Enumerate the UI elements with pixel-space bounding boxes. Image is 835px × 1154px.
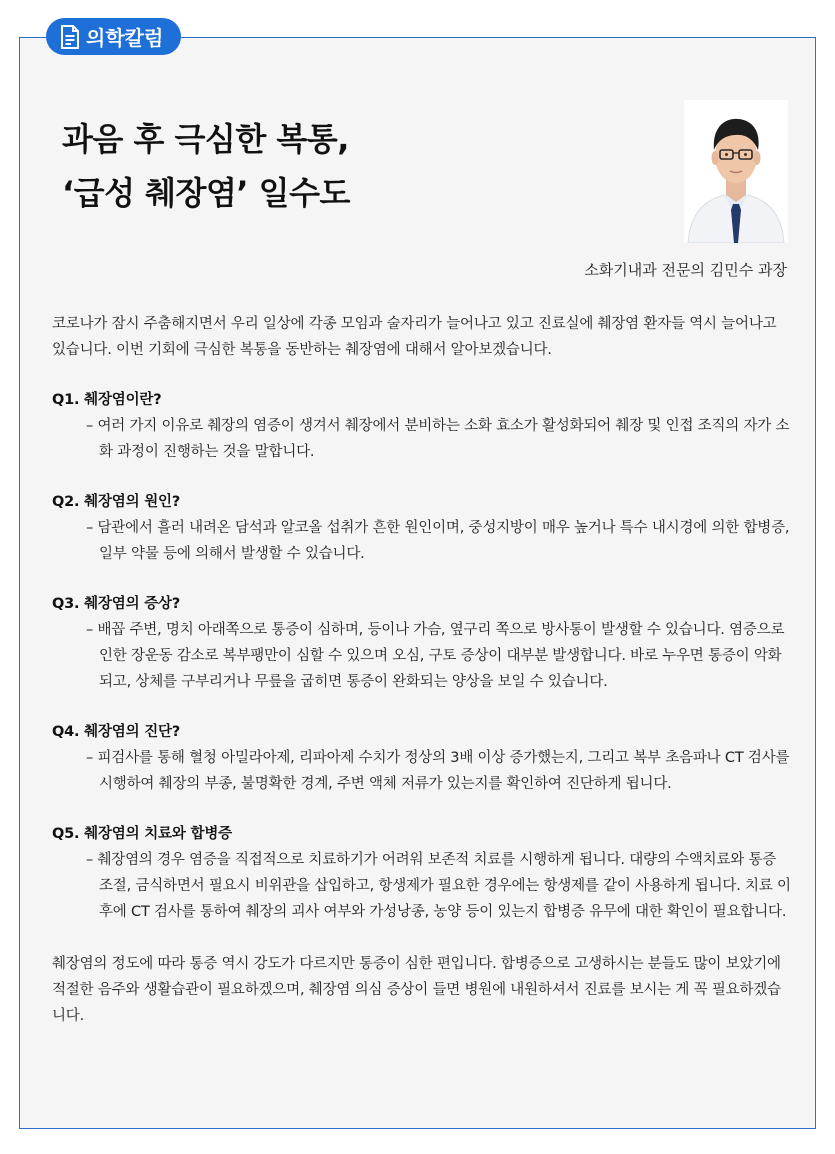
title-line-1: 과음 후 극심한 복통, xyxy=(62,120,349,158)
qa-section-5 xyxy=(52,821,792,925)
author-byline: 소화기내과 전문의 김민수 과장 xyxy=(584,261,787,279)
badge-label: 의학칼럼 xyxy=(86,26,164,50)
qa-section-2 xyxy=(52,489,792,567)
question-heading: Q5. 췌장염의 치료와 합병증 xyxy=(52,826,232,842)
answer-text: – 췌장염의 경우 염증을 직접적으로 치료하기가 어려워 보존적 치료를 시행하게 됩니다. 대량의 수액치료와 통증 조절, 금식하면서 필요시 비위관을 삽입하고, 항생제가 필요한 경우에는 항생제를 같이 사용하게 됩니다. 치료 이후에 CT 검사를 통하여 췌장의 괴사 여부와 가성낭종, 농양 등이 있는지 합병증 유무에 대한 확인이 필요합니다. xyxy=(86,852,791,920)
answer-text: – 여러 가지 이유로 췌장의 염증이 생겨서 췌장에서 분비하는 소화 효소가 활성화되어 췌장 및 인접 조직의 자가 소화 과정이 진행하는 것을 말합니다. xyxy=(86,418,790,460)
column-badge xyxy=(46,18,181,55)
qa-section-3 xyxy=(52,591,792,695)
answer-text: – 배꼽 주변, 명치 아래쪽으로 통증이 심하며, 등이나 가슴, 옆구리 쪽으로 방사통이 발생할 수 있습니다. 염증으로 인한 장운동 감소로 복부팽만이 심할 수 있으며 오심, 구토 증상이 대부분 발생합니다. 바로 누우면 통증이 악화되고, 상체를 구부리거나 무릎을 굽히면 통증이 완화되는 양상을 보일 수 있습니다. xyxy=(86,622,785,690)
article-body xyxy=(52,311,792,1029)
qa-section-1 xyxy=(52,387,792,465)
article-title xyxy=(62,112,350,220)
intro-paragraph: 코로나가 잠시 주춤해지면서 우리 일상에 각종 모임과 술자리가 늘어나고 있고 진료실에 췌장염 환자들 역시 늘어나고 있습니다. 이번 기회에 극심한 복통을 동반하는 췌장염에 대해서 알아보겠습니다. xyxy=(52,316,777,358)
closing-paragraph: 췌장염의 정도에 따라 통증 역시 강도가 다르지만 통증이 심한 편입니다. 합병증으로 고생하시는 분들도 많이 보았기에 적절한 음주와 생활습관이 필요하겠으며, 췌장염 의심 증상이 들면 병원에 내원하셔서 진료를 보시는 게 꼭 필요하겠습니다. xyxy=(52,956,781,1024)
document-icon xyxy=(60,25,80,49)
question-heading: Q1. 췌장염이란? xyxy=(52,392,162,408)
question-heading: Q2. 췌장염의 원인? xyxy=(52,494,181,510)
answer-text: – 담관에서 흘러 내려온 담석과 알코올 섭취가 흔한 원인이며, 중성지방이 매우 높거나 특수 내시경에 의한 합병증, 일부 약물 등에 의해서 발생할 수 있습니다. xyxy=(86,520,790,562)
author-portrait xyxy=(684,100,788,243)
title-line-2: ‘급성 췌장염’ 일수도 xyxy=(62,174,350,212)
question-heading: Q3. 췌장염의 증상? xyxy=(52,596,181,612)
qa-section-4 xyxy=(52,719,792,797)
question-heading: Q4. 췌장염의 진단? xyxy=(52,724,181,740)
answer-text: – 피검사를 통해 혈청 아밀라아제, 리파아제 수치가 정상의 3배 이상 증가했는지, 그리고 복부 초음파나 CT 검사를 시행하여 췌장의 부종, 불명확한 경계, 주변 액체 저류가 있는지를 확인하여 진단하게 됩니다. xyxy=(86,750,790,792)
